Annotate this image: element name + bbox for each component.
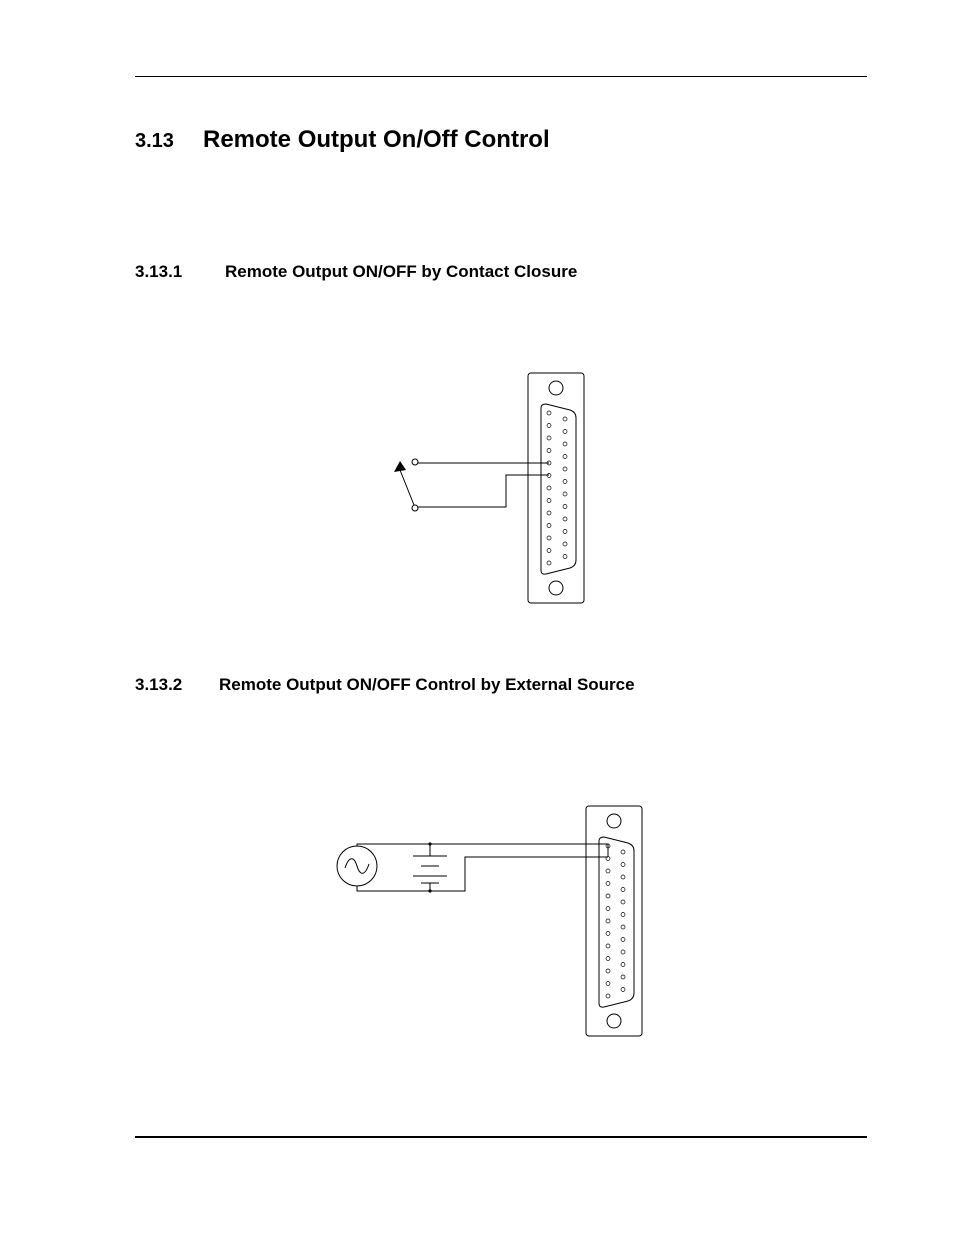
connector-pin — [606, 982, 610, 986]
connector-pin — [621, 888, 625, 892]
wire-bottom — [357, 857, 608, 891]
section-number: 3.13 — [135, 130, 174, 152]
connector-pin — [621, 913, 625, 917]
connector-pin — [621, 938, 625, 942]
subsection-number-2: 3.13.2 — [135, 675, 183, 694]
connector-pin — [621, 875, 625, 879]
connector-pin — [606, 969, 610, 973]
subsection-title-1: Remote Output ON/OFF by Contact Closure — [225, 262, 578, 281]
connector-pin — [606, 894, 610, 898]
sine-wave-icon — [345, 859, 369, 874]
connector-pins-2 — [606, 844, 625, 998]
connector-shell-2 — [599, 837, 634, 1007]
junction-dot-top — [428, 842, 431, 845]
connector-pin — [621, 900, 625, 904]
connector-pin — [606, 932, 610, 936]
connector-pin — [621, 988, 625, 992]
connector-pin — [621, 850, 625, 854]
connector-pin — [621, 963, 625, 967]
mounting-hole-top-2 — [607, 814, 621, 828]
subsection-number-1: 3.13.1 — [135, 262, 183, 281]
connector-pin — [621, 925, 625, 929]
connector-pin — [606, 919, 610, 923]
footer-rule — [135, 1136, 867, 1138]
connector-pin — [606, 907, 610, 911]
wire-top — [357, 844, 608, 856]
junction-dot-bottom — [428, 889, 431, 892]
connector-pin — [621, 975, 625, 979]
section-title: Remote Output On/Off Control — [203, 126, 550, 153]
connector-pin — [606, 994, 610, 998]
subsection-title-2: Remote Output ON/OFF Control by External Source — [219, 675, 635, 694]
mounting-hole-bottom-2 — [607, 1014, 621, 1028]
connector-pin — [606, 882, 610, 886]
connector-pin — [606, 944, 610, 948]
connector-pin — [621, 863, 625, 867]
connector-pin — [621, 950, 625, 954]
connector-pin — [606, 869, 610, 873]
connector-pin — [606, 957, 610, 961]
